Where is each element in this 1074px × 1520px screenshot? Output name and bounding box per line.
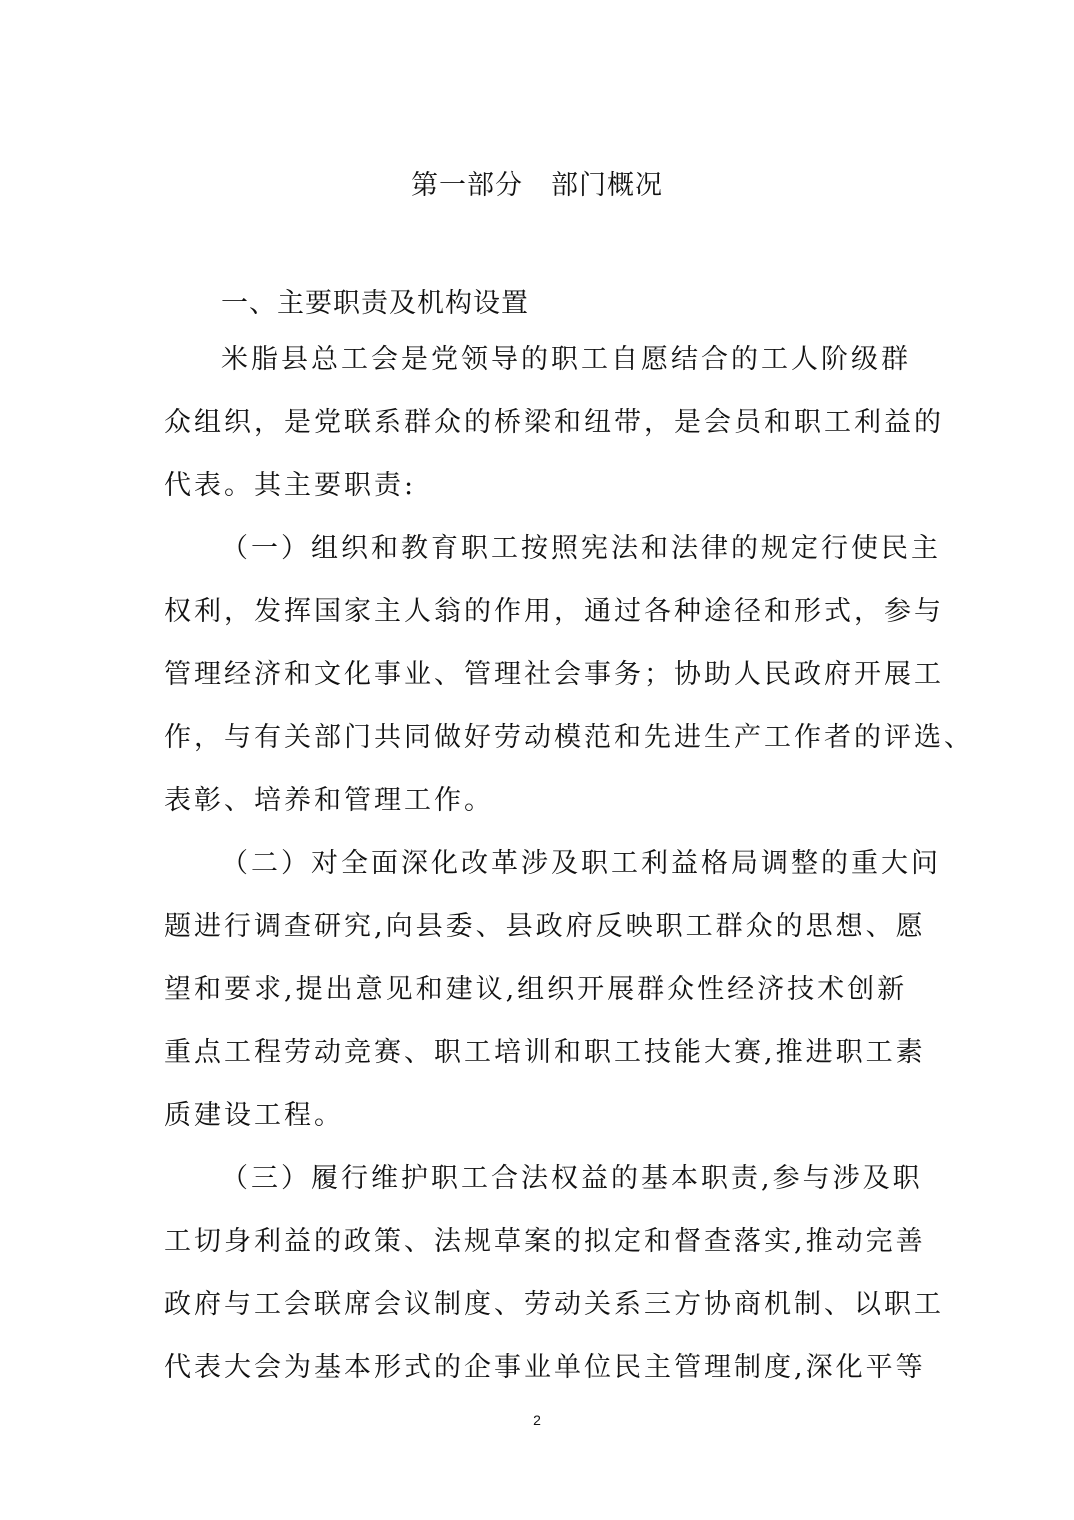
page-title: 第一部分 部门概况 xyxy=(411,170,663,201)
body-line: 权利，发挥国家主人翁的作用，通过各种途径和形式，参与 xyxy=(164,596,944,627)
body-line: 代表。其主要职责: xyxy=(164,470,417,501)
body-line: 表彰、培养和管理工作。 xyxy=(164,785,494,816)
body-line: 管理经济和文化事业、管理社会事务；协助人民政府开展工 xyxy=(164,659,944,690)
body-line: 质建设工程。 xyxy=(164,1100,344,1131)
body-line: 题进行调查研究,向县委、县政府反映职工群众的思想、愿 xyxy=(164,911,926,942)
body-line: 政府与工会联席会议制度、劳动关系三方协商机制、以职工 xyxy=(164,1289,944,1320)
body-line: 作，与有关部门共同做好劳动模范和先进生产工作者的评选、 xyxy=(164,722,974,753)
body-line: （三）履行维护职工合法权益的基本职责,参与涉及职 xyxy=(221,1163,923,1194)
page-number: 2 xyxy=(533,1412,541,1428)
body-line: 米脂县总工会是党领导的职工自愿结合的工人阶级群 xyxy=(221,344,911,375)
section-heading: 一、主要职责及机构设置 xyxy=(221,288,529,319)
body-line: 工切身利益的政策、法规草案的拟定和督查落实,推动完善 xyxy=(164,1226,926,1257)
body-line: 重点工程劳动竞赛、职工培训和职工技能大赛,推进职工素 xyxy=(164,1037,926,1068)
body-line: 望和要求,提出意见和建议,组织开展群众性经济技术创新 xyxy=(164,974,908,1005)
body-line: 众组织，是党联系群众的桥梁和纽带，是会员和职工利益的 xyxy=(164,407,944,438)
body-line: （二）对全面深化改革涉及职工利益格局调整的重大问 xyxy=(221,848,941,879)
body-line: 代表大会为基本形式的企事业单位民主管理制度,深化平等 xyxy=(164,1352,926,1383)
body-line: （一）组织和教育职工按照宪法和法律的规定行使民主 xyxy=(221,533,941,564)
